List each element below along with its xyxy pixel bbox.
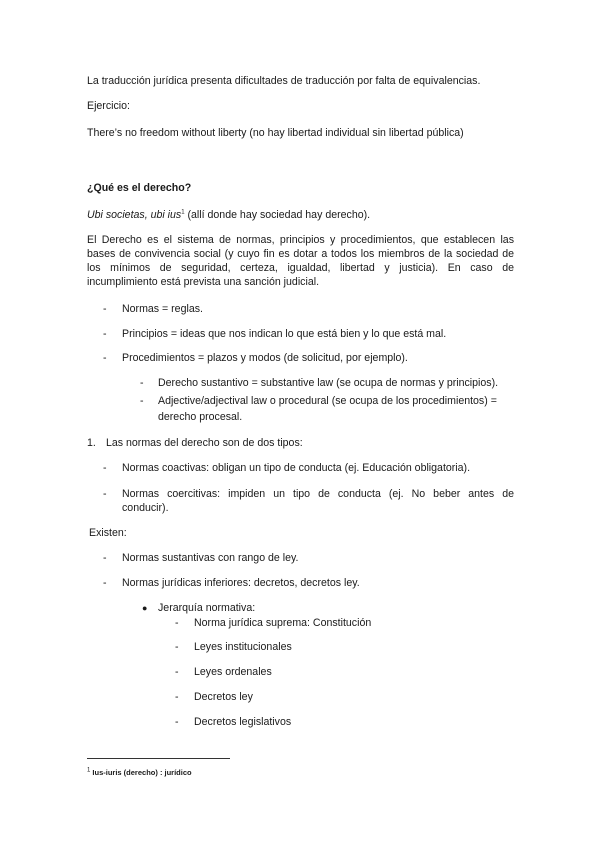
- dash-marker: -: [103, 577, 107, 589]
- dash-marker: -: [140, 377, 144, 389]
- type-item-cont: conducir).: [122, 502, 169, 514]
- bullet-item: Procedimientos = plazos y modos (de solicitud, por ejemplo).: [122, 352, 408, 364]
- sub-bullet-item: Derecho sustantivo = substantive law (se ocupa de normas y principios).: [158, 377, 499, 389]
- existen-label: Existen:: [89, 527, 127, 539]
- latin-line: [87, 208, 370, 222]
- dash-marker: -: [103, 303, 107, 315]
- definition-line: incumplimiento está prevista una sanción judicial.: [87, 276, 320, 288]
- footnote-separator: [87, 758, 230, 759]
- existen-item: Normas jurídicas inferiores: decretos, decretos ley.: [122, 577, 360, 589]
- definition-line: los mínimos de seguridad, certeza, igualdad, libertad y justicia). En caso de: [87, 262, 514, 274]
- dash-marker: -: [103, 552, 107, 564]
- intro-line: La traducción jurídica presenta dificultades de traducción por falta de equivalencias.: [87, 75, 481, 87]
- dash-marker: -: [175, 691, 179, 703]
- sub-bullet-item: Adjective/adjectival law o procedural (se ocupa de los procedimientos) =: [158, 395, 497, 407]
- hierarchy-item: Leyes ordenales: [194, 666, 272, 678]
- type-item: Normas coactivas: obligan un tipo de conducta (ej. Educación obligatoria).: [122, 462, 471, 474]
- dash-marker: -: [103, 328, 107, 340]
- dash-marker: -: [103, 488, 107, 500]
- bullet-item: Principios = ideas que nos indican lo que está bien y lo que está mal.: [122, 328, 447, 340]
- bullet-dot-icon: ●: [142, 603, 148, 613]
- dash-marker: -: [140, 395, 144, 407]
- numbered-marker: 1.: [87, 437, 96, 449]
- dash-marker: -: [175, 666, 179, 678]
- hierarchy-item: Decretos ley: [194, 691, 253, 703]
- section-heading: ¿Qué es el derecho?: [87, 182, 192, 194]
- dash-marker: -: [175, 641, 179, 653]
- numbered-item: Las normas del derecho son de dos tipos:: [106, 437, 303, 449]
- latin-translation: (allí donde hay sociedad hay derecho).: [184, 209, 371, 221]
- type-item: Normas coercitivas: impiden un tipo de conducta (ej. No beber antes de: [122, 488, 514, 500]
- sub-bullet-item-cont: derecho procesal.: [158, 411, 243, 423]
- footnote-number: 1: [87, 767, 91, 774]
- definition-paragraph: [87, 233, 514, 289]
- hierarchy-label: Jerarquía normativa:: [158, 602, 256, 614]
- dash-marker: -: [175, 617, 179, 629]
- definition-line: El Derecho es el sistema de normas, principios y procedimientos, que establecen las: [87, 234, 514, 246]
- exercise-text: There’s no freedom without liberty (no hay libertad individual sin libertad pública): [87, 127, 464, 139]
- hierarchy-item: Leyes institucionales: [194, 641, 292, 653]
- bullet-item: Normas = reglas.: [122, 303, 203, 315]
- footnote: [87, 766, 192, 780]
- dash-marker: -: [103, 462, 107, 474]
- latin-phrase: Ubi societas, ubi ius: [87, 209, 182, 221]
- footnote-text: Ius-iuris (derecho) : jurídico: [90, 768, 192, 777]
- footnote-ref[interactable]: 1: [181, 209, 185, 216]
- exercise-label: Ejercicio:: [87, 100, 130, 112]
- dash-marker: -: [175, 716, 179, 728]
- hierarchy-item: Decretos legislativos: [194, 716, 292, 728]
- existen-item: Normas sustantivas con rango de ley.: [122, 552, 299, 564]
- hierarchy-item: Norma jurídica suprema: Constitución: [194, 617, 372, 629]
- definition-line: bases de convivencia social (y cuyo fin es dotar a todos los miembros de la sociedad de: [87, 248, 514, 260]
- dash-marker: -: [103, 352, 107, 364]
